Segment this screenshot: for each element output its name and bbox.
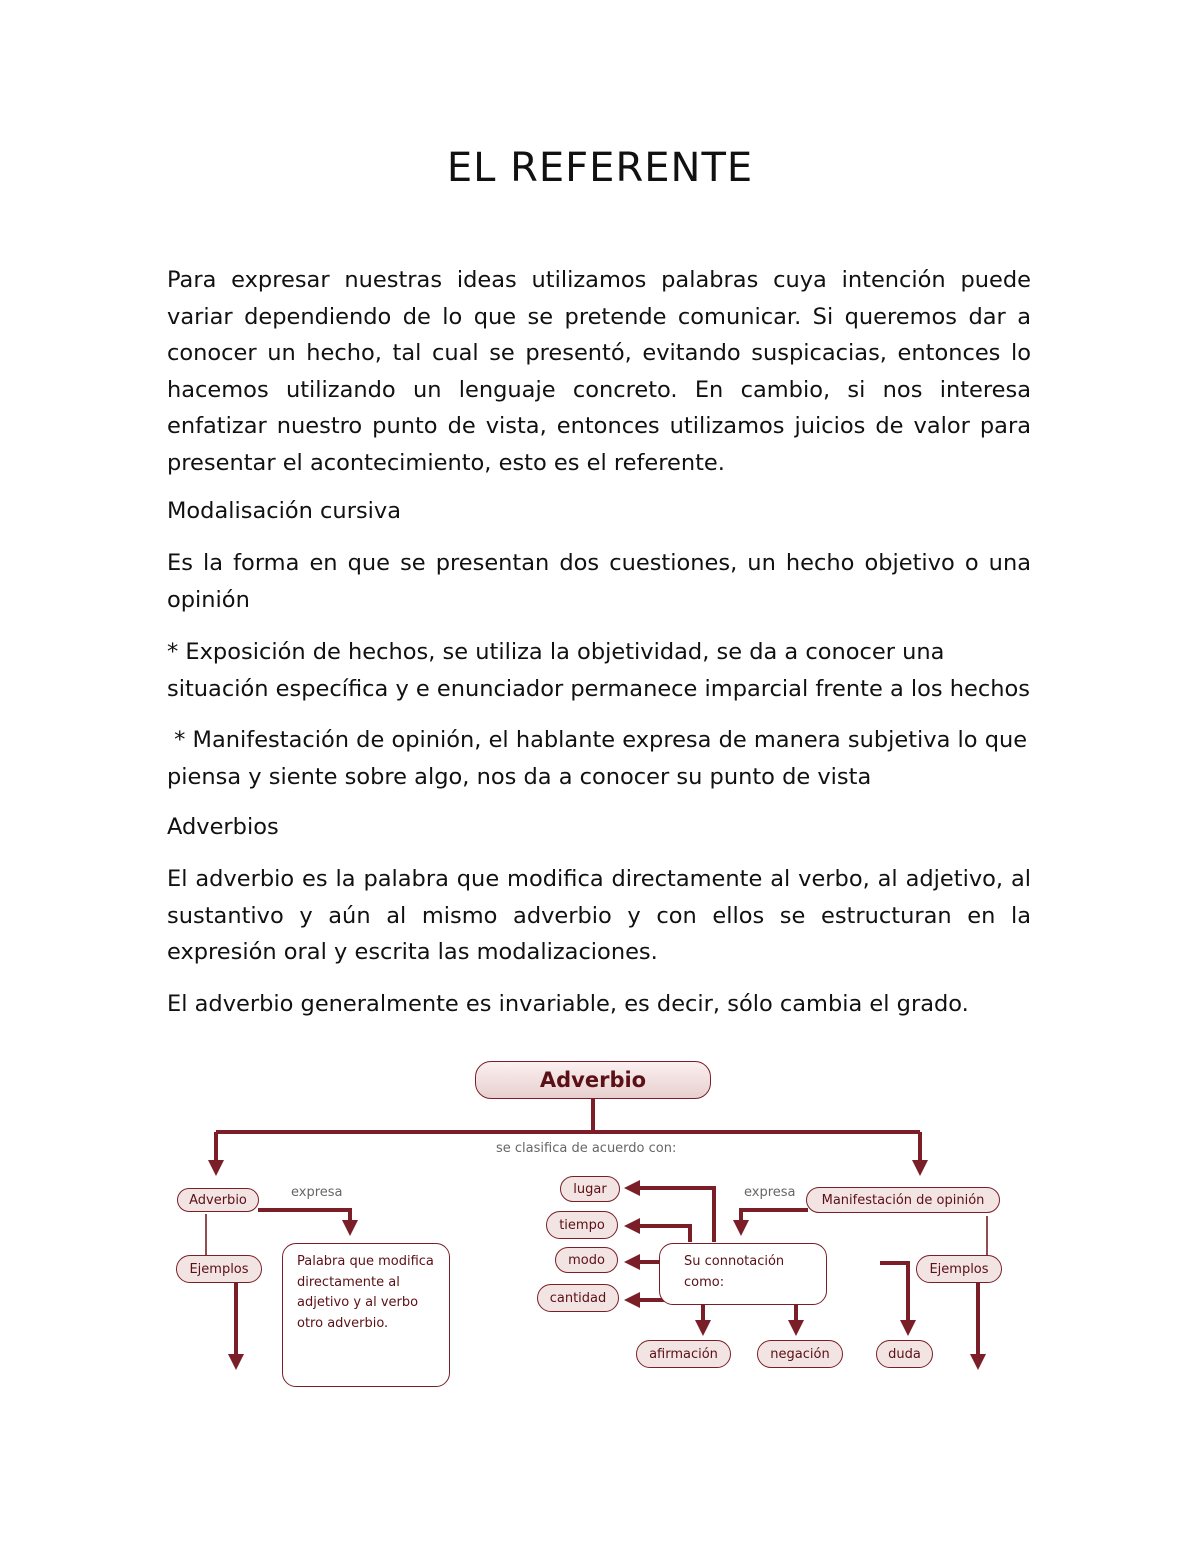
bullet-manifestacion: * Manifestación de opinión, el hablante expresa de manera subjetiva lo que piensa y siente sobre algo, nos da a conocer su punto de vista [167, 727, 1035, 790]
diagram-node-modo: modo [555, 1247, 618, 1273]
diagram-root-adverbio: Adverbio [475, 1061, 711, 1099]
diagram-connotation-box: Su connotación como: [659, 1243, 827, 1305]
diagram-classify-label: se clasifica de acuerdo con: [496, 1141, 677, 1156]
page-title: EL REFERENTE [446, 145, 754, 191]
diagram-node-ejemplos-left: Ejemplos [176, 1255, 262, 1283]
diagram-expresa-left: expresa [291, 1185, 343, 1200]
adverb-invariable-paragraph: El adverbio generalmente es invariable, es decir, sólo cambia el grado. [167, 991, 969, 1017]
heading-adverbios: Adverbios [167, 814, 279, 840]
diagram-node-tiempo: tiempo [546, 1211, 618, 1239]
diagram-node-ejemplos-right: Ejemplos [916, 1255, 1002, 1283]
diagram-node-cantidad: cantidad [537, 1284, 619, 1312]
intro-paragraph: Para expresar nuestras ideas utilizamos palabras cuya intención puede variar dependiendo de lo que se pretende comunicar. Si queremos dar a conocer un hecho, tal cual se presentó, evitando suspicacias, entonces lo hacemos utilizando un lenguaje concreto. En cambio, si nos interesa enfatizar nuestro punto de vista, entonces utilizamos juicios de valor para presentar el acontecimiento, esto es el referente. [167, 267, 1031, 476]
diagram-node-lugar: lugar [560, 1176, 620, 1202]
diagram-expresa-right: expresa [744, 1185, 796, 1200]
diagram-node-negacion: negación [757, 1340, 843, 1368]
bullet-exposicion: * Exposición de hechos, se utiliza la objetividad, se da a conocer una situación específica y e enunciador permanece imparcial frente a los hechos [167, 639, 1030, 702]
heading-modalisacion: Modalisación cursiva [167, 498, 402, 524]
diagram-definition-box: Palabra que modifica directamente al adjetivo y al verbo otro adverbio. [282, 1243, 450, 1387]
diagram-node-adverbio-left: Adverbio [177, 1188, 259, 1212]
diagram-node-manifestacion: Manifestación de opinión [806, 1187, 1000, 1213]
diagram-node-duda: duda [876, 1340, 933, 1368]
adverb-definition-paragraph: El adverbio es la palabra que modifica directamente al verbo, al adjetivo, al sustantivo y aún al mismo adverbio y con ellos se estructuran en la expresión oral y escrita las modalizaciones. [167, 866, 1031, 965]
modal-definition-paragraph: Es la forma en que se presentan dos cuestiones, un hecho objetivo o una opinión [167, 550, 1031, 613]
diagram-node-afirmacion: afirmación [636, 1340, 731, 1368]
